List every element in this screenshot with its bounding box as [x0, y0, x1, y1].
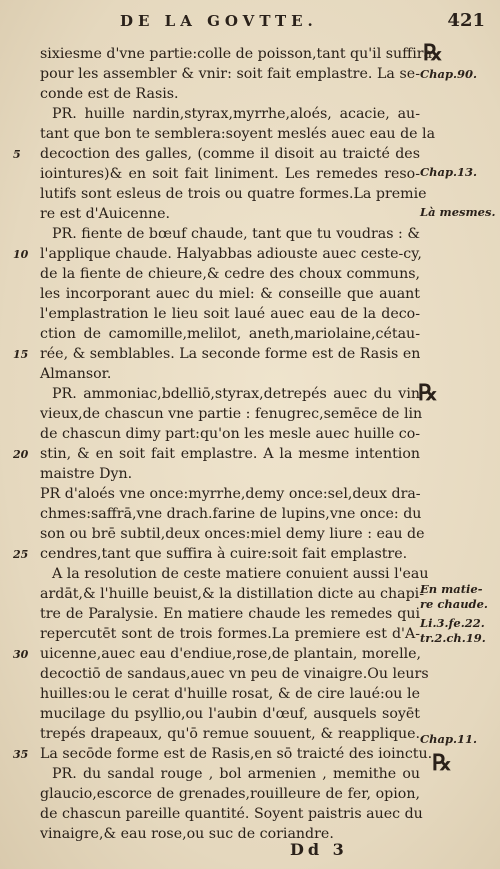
text-line: decoctiō de sandaus,auec vn peu de vinaigre.Ou leurs: [40, 666, 429, 682]
page-header: [0, 0, 500, 44]
text-line: vieux,de chascun vne partie : fenugrec,semēce de lin: [40, 406, 423, 422]
text-line: l'emplastration le lieu soit laué auec eau de la deco-: [40, 306, 420, 322]
text-line: PR d'aloés vne once:myrrhe,demy once:sel,deux dra-: [40, 486, 421, 502]
text-line: lutifs sont esleus de trois ou quatre formes.La premie: [40, 186, 427, 202]
line-number: 10: [13, 248, 29, 261]
recipe-symbol-icon: ℞: [418, 380, 438, 406]
line-number: 25: [13, 548, 29, 561]
margin-note: Chap.13.: [420, 165, 478, 179]
margin-note: Là mesmes.: [420, 205, 496, 219]
text-line: huilles:ou le cerat d'huille rosat, & de cire laué:ou le: [40, 686, 420, 702]
text-line: chmes:saffrā,vne drach.farine de lupins,vne once: du: [40, 506, 422, 522]
text-line: re est d'Auicenne.: [40, 206, 171, 222]
text-line: maistre Dyn.: [40, 466, 133, 482]
running-head: DE LA GOVTTE.: [120, 12, 318, 30]
text-line: rée, & semblables. La seconde forme est de Rasis en: [40, 346, 421, 362]
text-line: PR. ammoniac,bdelliō,styrax,detrepés auec du vin: [52, 386, 420, 402]
text-line: A la resolution de ceste matiere conuient aussi l'eau: [52, 566, 429, 582]
text-line: tre de Paralysie. En matiere chaude les remedes qui: [40, 606, 420, 622]
recipe-symbol-icon: ℞: [423, 40, 443, 66]
text-line: La secōde forme est de Rasis,en sō traicté des ioinctu.: [40, 746, 433, 762]
text-line: PR. huille nardin,styrax,myrrhe,aloés, acacie, au-: [52, 106, 420, 122]
text-line: iointures)& en soit fait liniment. Les remedes reso-: [40, 166, 420, 182]
page-number: 421: [447, 10, 485, 31]
text-line: tant que bon te semblera:soyent meslés auec eau de la: [40, 126, 436, 142]
line-number: 5: [13, 148, 21, 161]
text-line: stin, & en soit fait emplastre. A la mesme intention: [40, 446, 420, 462]
margin-note: re chaude.: [420, 597, 488, 611]
line-number: 15: [13, 348, 29, 361]
text-line: les incorporant auec du miel: & conseille que auant: [40, 286, 420, 302]
margin-note: Chap.11.: [420, 732, 478, 746]
text-line: son ou brē subtil,deux onces:miel demy liure : eau de: [40, 526, 425, 542]
text-line: uicenne,auec eau d'endiue,rose,de plantain, morelle,: [40, 646, 422, 662]
text-line: de chascun pareille quantité. Soyent paistris auec du: [40, 806, 423, 822]
signature-mark: Dd 3: [290, 840, 348, 859]
text-line: decoction des galles, (comme il disoit au traicté des: [40, 146, 420, 162]
text-line: ction de camomille,melilot, aneth,mariolaine,cétau-: [40, 326, 420, 342]
text-line: conde est de Rasis.: [40, 86, 179, 102]
text-line: repercutēt sont de trois formes.La premiere est d'A-: [40, 626, 420, 642]
line-number: 35: [13, 748, 29, 761]
text-line: glaucio,escorce de grenades,rouilleure de fer, opion,: [40, 786, 420, 802]
text-line: Almansor.: [40, 366, 112, 382]
text-line: ardāt,& l'huille beuist,& la distillation dicte au chapi-: [40, 586, 424, 602]
margin-note: Chap.90.: [420, 67, 478, 81]
line-number: 30: [13, 648, 29, 661]
text-line: de la fiente de chieure,& cedre des choux communs,: [40, 266, 420, 282]
recipe-symbol-icon: ℞: [432, 750, 452, 776]
text-line: de chascun dimy part:qu'on les mesle auec huille co-: [40, 426, 421, 442]
text-line: trepés drapeaux, qu'ō remue souuent, & reapplique.: [40, 726, 420, 742]
text-line: sixiesme d'vne partie:colle de poisson,tant qu'il suffira: [40, 46, 433, 62]
margin-note: Li.3.fe.22.: [420, 616, 485, 630]
text-line: PR. fiente de bœuf chaude, tant que tu voudras : &: [52, 226, 420, 242]
margin-note: En matie-: [420, 582, 483, 596]
text-line: l'applique chaude. Halyabbas adiouste auec ceste-cy,: [40, 246, 422, 262]
text-line: cendres,tant que suffira à cuire:soit fait emplastre.: [40, 546, 408, 562]
margin-note: tr.2.ch.19.: [420, 631, 486, 645]
text-line: mucilage du psyllio,ou l'aubin d'œuf, ausquels soyēt: [40, 706, 420, 722]
text-line: vinaigre,& eau rose,ou suc de coriandre.: [40, 826, 334, 842]
line-number: 20: [13, 448, 29, 461]
text-line: pour les assembler & vnir: soit fait emplastre. La se-: [40, 66, 420, 82]
text-line: PR. du sandal rouge , bol armenien , memithe ou: [52, 766, 420, 782]
